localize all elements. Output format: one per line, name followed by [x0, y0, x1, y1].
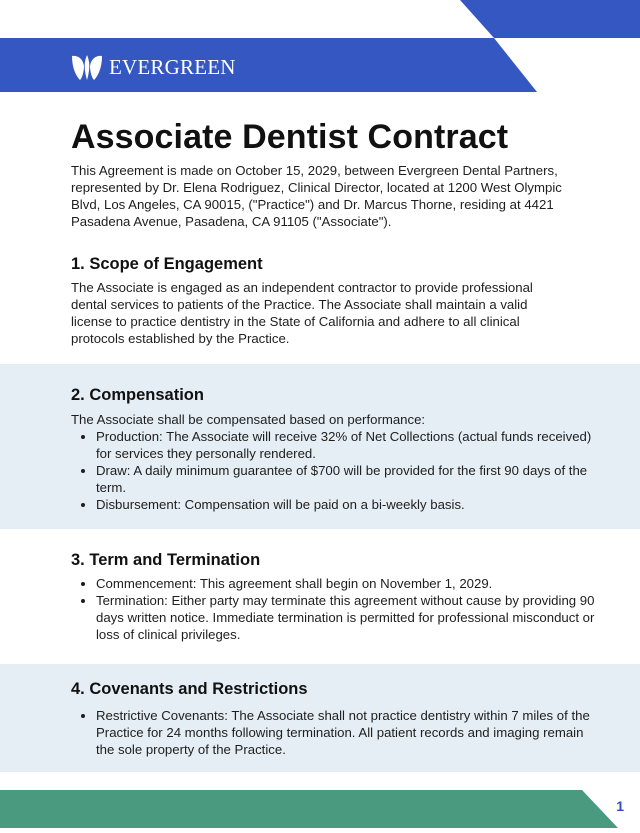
- brand-name: EVERGREEN: [109, 55, 236, 79]
- compensation-list: [71, 428, 596, 513]
- section-heading: 1. Scope of Engagement: [71, 255, 263, 273]
- tooth-leaf-icon: [70, 52, 104, 82]
- list-item: • Draw: A daily minimum guarantee of $700 will be provided for the first 90 days of the term.: [96, 462, 596, 496]
- section-heading: 3. Term and Termination: [71, 551, 261, 569]
- list-item: • Restrictive Covenants: The Associate shall not practice dentistry within 7 miles of the Practice for 24 months following termination. All patient records and imaging remain the sole property of the Practice.: [96, 707, 596, 758]
- term-list: [71, 575, 596, 643]
- list-item: • Disbursement: Compensation will be paid on a bi-weekly basis.: [96, 496, 596, 513]
- document-title: Associate Dentist Contract: [71, 118, 509, 156]
- section-compensation: [0, 364, 640, 529]
- footer-band: [0, 788, 640, 828]
- list-item: • Production: The Associate will receive 32% of Net Collections (actual funds received) for services they personally rendered.: [96, 428, 596, 462]
- section-heading: 4. Covenants and Restrictions: [71, 680, 308, 698]
- page-number: 1: [616, 798, 624, 814]
- list-item: • Termination: Either party may terminate this agreement without cause by providing 90 days written notice. Immediate termination is permitted for professional misconduct or loss of clinical privileges.: [96, 592, 596, 643]
- section-term: [0, 529, 640, 664]
- section-scope: [0, 246, 640, 364]
- section-covenants: [0, 664, 640, 772]
- section-body: The Associate is engaged as an independent contractor to provide professional dental services to patients of the Practice. The Associate shall maintain a valid license to practice dentistry in the State of California and adhere to all clinical protocols established by the Practice.: [71, 280, 533, 346]
- section-heading: 2. Compensation: [71, 386, 204, 404]
- company-logo: [70, 52, 236, 82]
- intro-paragraph: This Agreement is made on October 15, 2029, between Evergreen Dental Partners, represented by Dr. Elena Rodriguez, Clinical Director, located at 1200 West Olympic Blvd, Los Angeles, CA 90015, ("Practice") and Dr. Marcus Thorne, residing at 4421 Pasadena Avenue, Pasadena, CA 91105 ("Associate").: [71, 163, 562, 229]
- list-item: • Commencement: This agreement shall begin on November 1, 2029.: [96, 575, 596, 592]
- section-body: The Associate shall be compensated based on performance:: [71, 412, 426, 427]
- covenants-list: [71, 707, 596, 758]
- footer-decoration: [0, 788, 640, 828]
